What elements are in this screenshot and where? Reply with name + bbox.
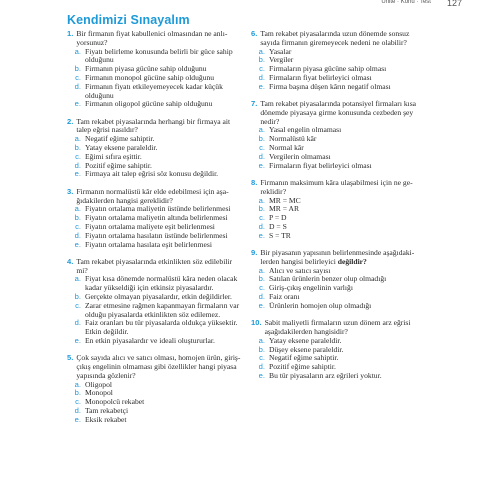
- question-number: 1.: [67, 29, 74, 38]
- option-text: En etkin piyasalardır ve ideali oluştururlar.: [85, 336, 215, 345]
- option-text: Negatif eğime sahiptir.: [85, 134, 155, 144]
- question-text: Çok sayıda alıcı ve satıcı olması, homojen ürün, giriş-çıkış engelinin olmaması gibi özellikler hangi piyasa yapısında gözlenir?: [76, 353, 241, 380]
- option-text: Yatay eksene paraleldir.: [269, 335, 342, 345]
- option-letter: e.: [74, 414, 81, 424]
- option-text: Firmaların fiyat belirleyici olması: [269, 72, 372, 82]
- option-letter: b.: [74, 64, 81, 74]
- option-letter: e.: [258, 81, 265, 91]
- question-5: [67, 354, 245, 424]
- answer-option-e: [251, 372, 429, 381]
- question-text: Tam rekabet piyasalarında uzun dönemde sonsuz sayıda firmanın giremeyecek nedeni ne olabilir?: [260, 29, 410, 47]
- option-letter: c.: [259, 353, 265, 363]
- option-letter: d.: [258, 221, 265, 231]
- question-number: 2.: [67, 116, 74, 126]
- option-text: D = S: [269, 221, 287, 231]
- question-number: 5.: [67, 353, 74, 363]
- option-letter: c.: [259, 143, 265, 153]
- answer-option-a: [67, 48, 245, 66]
- right-column: [251, 30, 429, 389]
- option-text: Vergilerin olmaması: [269, 151, 331, 161]
- option-text: Firmaya ait talep eğrisi söz konusu değildir.: [85, 169, 219, 179]
- option-letter: c.: [75, 151, 81, 161]
- option-letter: a.: [74, 274, 81, 284]
- option-text: MR = AR: [269, 204, 300, 214]
- running-title: Ünite · Konu · Test: [381, 0, 431, 5]
- option-text: Normal kâr: [269, 143, 304, 153]
- option-letter: e.: [258, 300, 265, 310]
- option-text: Monopolcü rekabet: [85, 397, 145, 407]
- answer-option-d: [67, 83, 245, 101]
- option-letter: b.: [258, 344, 265, 354]
- option-letter: a.: [258, 335, 265, 345]
- question-text-part: Bir piyasanın yapısının belirlenmesinde aşağıdakilerden hangisi belirleyici: [260, 248, 415, 266]
- option-letter: a.: [258, 46, 265, 56]
- question-text: Firmanın maksimum kâra ulaşabilmesi için ne gereklidir?: [260, 177, 413, 196]
- answer-option-e: [251, 232, 429, 241]
- page-header: [0, 0, 480, 8]
- option-text: P = D: [269, 213, 287, 223]
- option-text: Firmanın oligopol gücüne sahip olduğunu: [85, 99, 213, 109]
- option-letter: e.: [74, 336, 81, 345]
- option-text: S = TR: [269, 230, 291, 240]
- option-text: Ürünlerin homojen olup olmadığı: [269, 300, 372, 310]
- option-letter: a.: [258, 265, 265, 275]
- option-text: Firmanın fiyatı etkileyemeyecek kadar küçük olduğunu: [85, 81, 223, 100]
- option-text: Fiyatın ortalama hasılata eşit belirlenmesi: [85, 239, 212, 249]
- answer-option-e: [251, 162, 429, 171]
- option-letter: d.: [258, 72, 265, 82]
- option-letter: d.: [74, 318, 81, 328]
- question-10: [251, 319, 429, 381]
- option-letter: b.: [258, 204, 265, 214]
- option-letter: e.: [258, 160, 265, 170]
- answer-option-e: [251, 83, 429, 92]
- option-letter: c.: [75, 300, 81, 310]
- option-text: Gerçekte olmayan piyasalardır, etkin değildirler.: [85, 292, 232, 302]
- option-letter: c.: [75, 397, 81, 407]
- option-letter: e.: [258, 370, 265, 380]
- option-letter: d.: [74, 81, 81, 91]
- option-text: Vergiler: [269, 55, 294, 65]
- option-text: Eksik rekabet: [85, 414, 127, 424]
- answer-option-d: [67, 319, 245, 337]
- option-letter: c.: [75, 72, 81, 82]
- page-number: 127: [446, 0, 462, 8]
- section-title: Kendimizi Sınayalım: [67, 13, 190, 27]
- option-text: Düşey eksene paraleldir.: [269, 344, 344, 354]
- option-text: Firmanın piyasa gücüne sahip olduğunu: [85, 64, 207, 74]
- option-text: Fiyat kısa dönemde normalüstü kâra neden olacak kadar yükseldiği için etkinsiz piyasalardır.: [85, 274, 238, 293]
- question-number: 9.: [251, 248, 258, 258]
- question-number: 6.: [251, 29, 258, 38]
- option-letter: d.: [74, 230, 81, 240]
- option-text: MR = MC: [269, 195, 301, 205]
- option-letter: b.: [258, 274, 265, 284]
- answer-option-e: [251, 302, 429, 311]
- question-text: Tam rekabet piyasalarında potansiyel firmaları kısa dönemde piyasaya girme konusunda cezbeden şey nedir?: [260, 99, 417, 126]
- option-text: Faiz oranı: [269, 292, 300, 302]
- question-8: [251, 179, 429, 241]
- option-text: Pozitif eğime sahiptir.: [269, 362, 336, 372]
- option-text: Pozitif eğime sahiptir.: [85, 160, 152, 170]
- answer-option-e: [67, 100, 245, 109]
- option-letter: d.: [74, 406, 81, 416]
- option-text: Zarar etmesine rağmen kapanmayan firmaların var olduğu piyasalarda etkinlikten söz edilemez.: [85, 300, 240, 319]
- option-letter: a.: [258, 195, 265, 205]
- option-letter: d.: [258, 151, 265, 161]
- question-text: [260, 249, 429, 267]
- option-letter: b.: [74, 143, 81, 153]
- option-text: Firmaların fiyat belirleyici olması: [269, 160, 372, 170]
- option-text: Firmaların piyasa gücüne sahip olması: [269, 64, 387, 74]
- option-text: Fiyatın ortalama maliyete eşit belirlenmesi: [85, 221, 215, 231]
- option-letter: a.: [74, 379, 81, 389]
- option-text: Fiyatın ortalama maliyetin üstünde belirlenmesi: [85, 204, 231, 214]
- question-text: Tam rekabet piyasalarında herhangi bir firmaya ait talep eğrisi nasıldır?: [76, 116, 231, 135]
- question-number: 8.: [251, 177, 258, 187]
- option-text: Alıcı ve satıcı sayısı: [269, 265, 331, 275]
- option-letter: a.: [74, 46, 81, 56]
- left-column: [67, 30, 245, 433]
- option-text: Giriş-çıkış engelinin varlığı: [269, 283, 353, 293]
- option-text: Fiyatın ortalama hasılatın üstünde belirlenmesi: [85, 230, 228, 240]
- option-text: Yasalar: [269, 46, 292, 56]
- option-text: Bu tür piyasaların arz eğrileri yoktur.: [269, 370, 382, 380]
- option-text: Faiz oranları bu tür piyasalarda oldukça yüksektir. Etkin değildir.: [85, 318, 238, 337]
- answer-option-e: [67, 337, 245, 346]
- option-text: Monopol: [85, 388, 113, 398]
- question-text: Firmanın normalüstü kâr elde edebilmesi için aşağıdakilerden hangisi gereklidir?: [76, 186, 229, 205]
- question-number: 3.: [67, 186, 74, 196]
- option-letter: b.: [74, 213, 81, 223]
- question-9: [251, 249, 429, 311]
- question-text: Sabit maliyetli firmaların uzun dönem arz eğrisi aşağıdakilerden hangisidir?: [264, 318, 411, 336]
- option-letter: e.: [258, 230, 265, 240]
- question-7: [251, 100, 429, 170]
- option-text: Fiyatı belirleme konusunda belirli bir güce sahip olduğunu: [85, 46, 233, 65]
- option-text: Eğimi sıfıra eşittir.: [85, 151, 142, 161]
- option-letter: e.: [74, 99, 81, 109]
- option-text: Firmanın monopol gücüne sahip olduğunu: [85, 72, 215, 82]
- question-number: 4.: [67, 256, 74, 266]
- option-letter: c.: [75, 221, 81, 231]
- option-text: Tam rekabetçi: [85, 406, 129, 416]
- option-letter: c.: [259, 283, 265, 293]
- answer-option-e: [67, 241, 245, 250]
- option-letter: b.: [258, 134, 265, 144]
- question-text: Tam rekabet piyasalarında etkinlikten söz edilebilir mi?: [76, 256, 233, 275]
- answer-option-e: [67, 416, 245, 425]
- option-text: Satılan ürünlerin benzer olup olmadığı: [269, 274, 387, 284]
- option-letter: b.: [74, 292, 81, 302]
- option-letter: a.: [258, 125, 265, 135]
- option-text: Normalüstü kâr: [269, 134, 317, 144]
- option-text: Oligopol: [85, 379, 113, 389]
- option-letter: a.: [74, 204, 81, 214]
- option-letter: b.: [258, 55, 265, 65]
- option-letter: d.: [74, 160, 81, 170]
- option-text: Negatif eğime sahiptir.: [269, 353, 339, 363]
- question-number: 10.: [251, 318, 262, 328]
- question-emphasis: değildir?: [337, 256, 367, 266]
- question-number: 7.: [251, 99, 258, 109]
- question-4: [67, 258, 245, 346]
- option-text: Fiyatın ortalama maliyetin altında belirlenmesi: [85, 213, 228, 223]
- option-letter: a.: [74, 134, 81, 144]
- question-text: Bir firmanın fiyat kabullenici olmasından ne anlıyorsunuz?: [76, 29, 228, 47]
- option-text: Yasal engelin olmaması: [269, 125, 342, 135]
- option-letter: d.: [258, 362, 265, 372]
- question-3: [67, 188, 245, 250]
- answer-option-e: [67, 170, 245, 179]
- question-6: [251, 30, 429, 92]
- question-1: [67, 30, 245, 109]
- option-letter: d.: [258, 292, 265, 302]
- option-text: Firma başına düşen kârın negatif olması: [269, 81, 391, 91]
- answer-option-a: [67, 275, 245, 293]
- option-letter: e.: [74, 169, 81, 179]
- answer-option-c: [67, 302, 245, 320]
- option-letter: c.: [259, 213, 265, 223]
- option-text: Yatay eksene paraleldir.: [85, 143, 158, 153]
- question-2: [67, 118, 245, 180]
- option-letter: c.: [259, 64, 265, 74]
- option-letter: e.: [74, 239, 81, 249]
- option-letter: b.: [74, 388, 81, 398]
